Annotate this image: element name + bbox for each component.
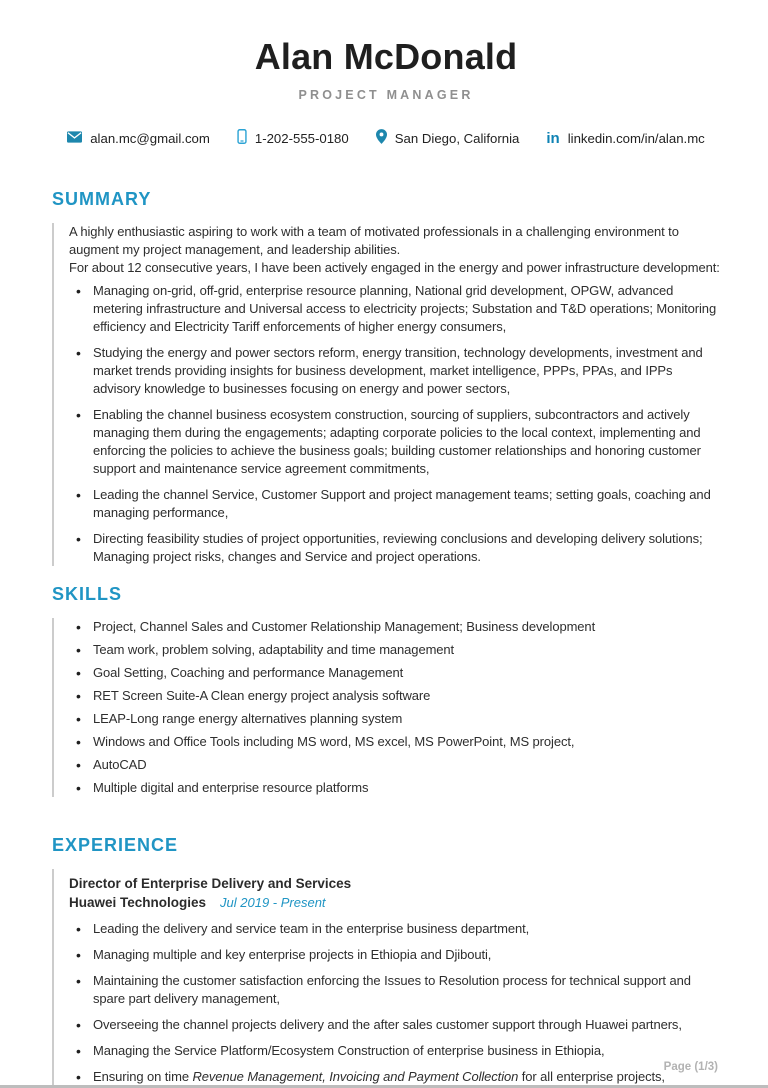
contact-location	[376, 129, 520, 147]
job-dates: Jul 2019 - Present	[220, 895, 326, 910]
job-company: Huawei Technologies	[69, 895, 207, 910]
contact-location-text: San Diego, California	[394, 130, 520, 146]
experience-bullet: • Leading the delivery and service team in the enterprise business department,	[69, 920, 720, 938]
contact-row	[52, 129, 720, 147]
experience-bullet: • Maintaining the customer satisfaction enforcing the Issues to Resolution process for technical support and spare part delivery management,	[69, 972, 720, 1008]
summary-bullet: • Leading the channel Service, Customer Support and project management teams; setting goals, coaching and managing performance,	[69, 486, 720, 522]
resume-header	[52, 30, 720, 147]
summary-intro-line2: For about 12 consecutive years, I have been actively engaged in the energy and power infrastructure development:	[69, 260, 720, 275]
experience-heading: EXPERIENCE	[52, 835, 179, 855]
experience-bullet-list	[69, 920, 720, 1086]
section-experience	[52, 835, 720, 1086]
skill-item: • Team work, problem solving, adaptability and time management	[69, 641, 720, 659]
summary-bullet: • Studying the energy and power sectors reform, energy transition, technology developments, investment and market trends providing insights for business development, market intelligence, PPPs, PPAs, and IPPs advisory knowledge to businesses focusing on energy and power sectors,	[69, 344, 720, 398]
skills-bullet-list	[69, 618, 720, 797]
summary-bullet-list	[69, 282, 720, 566]
skill-item: • RET Screen Suite-A Clean energy project analysis software	[69, 687, 720, 705]
job-company-line	[69, 893, 720, 913]
summary-bullet: • Enabling the channel business ecosystem construction, sourcing of suppliers, subcontractors and actively managing them during the engagements; adapting corporate policies to the local context, implementing and enforcing the policies to achieve the business goals; building customer relationships and honoring customer support and maintenance service agreement commitments,	[69, 406, 720, 478]
summary-intro-line1: A highly enthusiastic aspiring to work with a team of motivated professionals in a challenging environment to augment my project management, and leadership abilities.	[69, 224, 679, 257]
section-summary	[52, 189, 720, 566]
skill-item: • LEAP-Long range energy alternatives planning system	[69, 710, 720, 728]
section-skills	[52, 584, 720, 797]
contact-linkedin	[546, 131, 704, 146]
contact-linkedin-text: linkedin.com/in/alan.mc	[567, 130, 705, 146]
experience-bullet: • Managing multiple and key enterprise projects in Ethiopia and Djibouti,	[69, 946, 720, 964]
contact-phone-text: 1-202-555-0180	[254, 130, 349, 146]
skill-item: • Project, Channel Sales and Customer Relationship Management; Business development	[69, 618, 720, 636]
contact-phone	[237, 129, 349, 147]
experience-bullet-post: for all enterprise projects,	[518, 1069, 665, 1084]
page-title: Alan McDonald	[254, 36, 518, 77]
skill-item: • AutoCAD	[69, 756, 720, 774]
location-pin-icon	[376, 129, 387, 147]
experience-bullet: • Overseeing the channel projects delivery and the after sales customer support through Huawei partners,	[69, 1016, 720, 1034]
summary-bullet: • Directing feasibility studies of project opportunities, reviewing conclusions and developing delivery solutions; Managing project risks, changes and Service and project operations.	[69, 530, 720, 566]
experience-content	[52, 869, 720, 1086]
linkedin-icon: in	[546, 129, 560, 147]
experience-bullet: • Managing the Service Platform/Ecosystem Construction of enterprise business in Ethiopia,	[69, 1042, 720, 1060]
skills-heading: SKILLS	[52, 584, 123, 604]
experience-bullet-pre: Ensuring on time	[93, 1069, 193, 1084]
skill-item: • Windows and Office Tools including MS word, MS excel, MS PowerPoint, MS project,	[69, 733, 720, 751]
skills-content	[52, 618, 720, 797]
contact-email-text: alan.mc@gmail.com	[90, 130, 210, 146]
experience-bullet	[69, 1068, 720, 1086]
contact-email	[67, 131, 210, 146]
skill-item: • Goal Setting, Coaching and performance Management	[69, 664, 720, 682]
mobile-phone-icon	[237, 129, 247, 147]
page-number: Page (1/3)	[663, 1061, 718, 1073]
job-title: Director of Enterprise Delivery and Services	[69, 876, 352, 891]
skill-item: • Multiple digital and enterprise resource platforms	[69, 779, 720, 797]
experience-bullet-italic: Revenue Management, Invoicing and Payment Collection	[192, 1069, 519, 1084]
summary-content	[52, 223, 720, 566]
job-title-subtitle: PROJECT MANAGER	[298, 88, 474, 102]
summary-bullet: • Managing on-grid, off-grid, enterprise resource planning, National grid development, OPGW, advanced metering infrastructure and Universal access to electricity projects; Substation and T&D operations; Monitoring efficiency and Electricity Tariff enforcements of higher energy consumers,	[69, 282, 720, 336]
summary-heading: SUMMARY	[52, 189, 152, 209]
envelope-icon	[67, 131, 82, 146]
